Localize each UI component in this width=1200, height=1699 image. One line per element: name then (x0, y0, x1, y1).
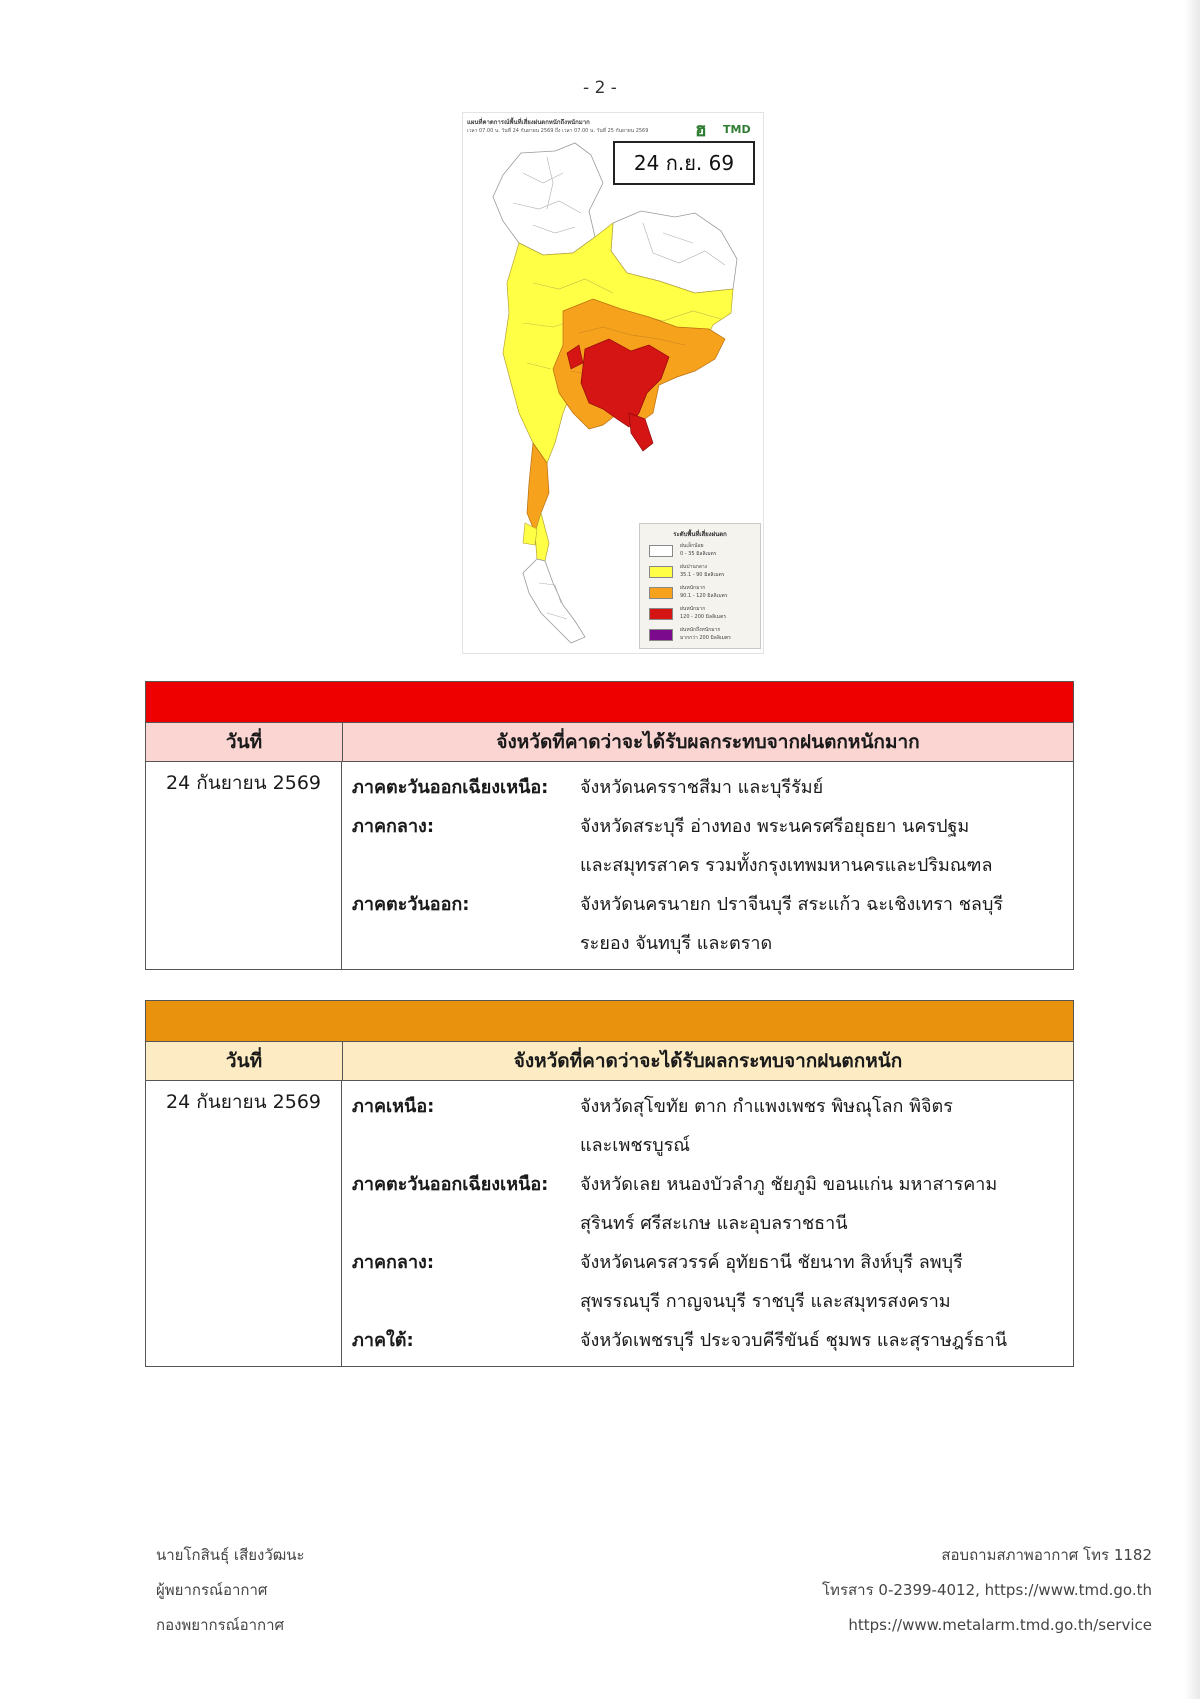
province-line: จังหวัดนครราชสีมา และบุรีรัมย์ (580, 777, 824, 798)
table-row (146, 1081, 1073, 1366)
legend-range: 0 - 35 มิลลิเมตร (680, 551, 717, 557)
tmd-logo (693, 115, 757, 141)
very-heavy-rain-color-band (146, 682, 1073, 723)
province-line: จังหวัดสุโขทัย ตาก กำแพงเพชร พิษณุโลก พิจิตร (580, 1096, 953, 1117)
legend-range: มากกว่า 200 มิลลิเมตร (680, 635, 731, 641)
province-line: สุพรรณบุรี กาญจนบุรี ราชบุรี และสมุทรสงคราม (580, 1291, 951, 1312)
legend-label: ฝนหนักมาก (680, 585, 706, 591)
legend-title: ระดับพื้นที่เสี่ยงฝนตก (673, 531, 727, 538)
tmd-logo-mark: ฮ (695, 119, 707, 141)
map-date-label: 24 ก.ย. 69 (613, 141, 755, 185)
rain-risk-map (462, 112, 764, 654)
forecaster-division: กองพยากรณ์อากาศ (156, 1616, 285, 1634)
forecast-date: 24 กันยายน 2569 (146, 1081, 342, 1366)
legend-item (640, 625, 760, 646)
region-south (352, 1321, 1073, 1360)
region-name: ภาคตะวันออกเฉียงเหนือ: (352, 1174, 549, 1195)
legend-swatch (649, 587, 673, 599)
legend-range: 35.1 - 90 มิลลิเมตร (680, 572, 725, 578)
province-line: และสมุทรสาคร รวมทั้งกรุงเทพมหานครและปริมณฑล (580, 855, 993, 876)
table-header-row (146, 1042, 1073, 1081)
header-provinces: จังหวัดที่คาดว่าจะได้รับผลกระทบจากฝนตกหนักมาก (496, 731, 920, 753)
region-list (342, 1081, 1073, 1366)
region-name: ภาคกลาง: (352, 816, 435, 837)
map-title: แผนที่คาดการณ์พื้นที่เสี่ยงฝนตกหนักถึงหนักมาก (467, 119, 590, 126)
province-line: จังหวัดนครนายก ปราจีนบุรี สระแก้ว ฉะเชิงเทรา ชลบุรี (580, 894, 1004, 915)
region-name: ภาคใต้: (352, 1330, 414, 1351)
legend-item (640, 583, 760, 604)
heavy-rain-table (145, 1000, 1074, 1367)
map-legend (639, 523, 761, 649)
map-subtitle: เวลา 07.00 น. วันที่ 24 กันยายน 2569 ถึง เวลา 07.00 น. วันที่ 25 กันยายน 2569 (467, 128, 649, 134)
province-line: จังหวัดนครสวรรค์ อุทัยธานี ชัยนาท สิงห์บุรี ลพบุรี (580, 1252, 963, 1273)
legend-label: ฝนปานกลาง (680, 564, 708, 570)
header-date: วันที่ (146, 1042, 343, 1080)
header-date: วันที่ (146, 723, 343, 761)
legend-range: 90.1 - 120 มิลลิเมตร (680, 593, 728, 599)
legend-item (640, 541, 760, 562)
province-line: จังหวัดเพชรบุรี ประจวบคีรีขันธ์ ชุมพร และสุราษฎร์ธานี (580, 1330, 1007, 1351)
legend-range: 120 - 200 มิลลิเมตร (680, 614, 727, 620)
legend-swatch (649, 608, 673, 620)
region-east (352, 885, 1073, 963)
table-row (146, 762, 1073, 969)
forecast-date: 24 กันยายน 2569 (146, 762, 342, 969)
province-line: และเพชรบูรณ์ (580, 1135, 690, 1156)
legend-swatch (649, 629, 673, 641)
region-north (352, 1087, 1073, 1165)
legend-swatch (649, 545, 673, 557)
contact-block (822, 1538, 1152, 1643)
region-name: ภาคตะวันออก: (352, 894, 470, 915)
region-northeast (352, 768, 1073, 807)
region-central (352, 807, 1073, 885)
province-line: จังหวัดเลย หนองบัวลำภู ชัยภูมิ ขอนแก่น มหาสารคาม (580, 1174, 998, 1195)
page-edge-shadow (1184, 0, 1200, 1699)
province-line: สุรินทร์ ศรีสะเกษ และอุบลราชธานี (580, 1213, 848, 1234)
region-list (342, 762, 1073, 969)
province-line: ระยอง จันทบุรี และตราด (580, 933, 773, 954)
region-name: ภาคกลาง: (352, 1252, 435, 1273)
tmd-logo-text: TMD (723, 123, 751, 136)
legend-item (640, 604, 760, 625)
region-central (352, 1243, 1073, 1321)
forecaster-title: ผู้พยากรณ์อากาศ (156, 1581, 268, 1599)
contact-fax-website: โทรสาร 0-2399-4012, https://www.tmd.go.th (822, 1581, 1152, 1599)
region-northeast (352, 1165, 1073, 1243)
table-header-row (146, 723, 1073, 762)
contact-phone: สอบถามสภาพอากาศ โทร 1182 (941, 1546, 1152, 1564)
legend-item (640, 562, 760, 583)
heavy-rain-color-band (146, 1001, 1073, 1042)
contact-service-url: https://www.metalarm.tmd.go.th/service (848, 1616, 1152, 1634)
page-number: - 2 - (583, 78, 617, 98)
legend-swatch (649, 566, 673, 578)
header-provinces: จังหวัดที่คาดว่าจะได้รับผลกระทบจากฝนตกหนัก (513, 1050, 903, 1072)
legend-label: ฝนหนักมาก (680, 606, 706, 612)
forecaster-signature-block (156, 1538, 305, 1643)
region-name: ภาคตะวันออกเฉียงเหนือ: (352, 777, 549, 798)
very-heavy-rain-table (145, 681, 1074, 970)
forecaster-name: นายโกสินธุ์ เสียงวัฒนะ (156, 1546, 305, 1564)
province-line: จังหวัดสระบุรี อ่างทอง พระนครศรีอยุธยา นครปฐม (580, 816, 970, 837)
legend-label: ฝนเล็กน้อย (680, 543, 704, 549)
legend-label: ฝนหนักถึงหนักมาก (680, 627, 721, 633)
region-name: ภาคเหนือ: (352, 1096, 435, 1117)
